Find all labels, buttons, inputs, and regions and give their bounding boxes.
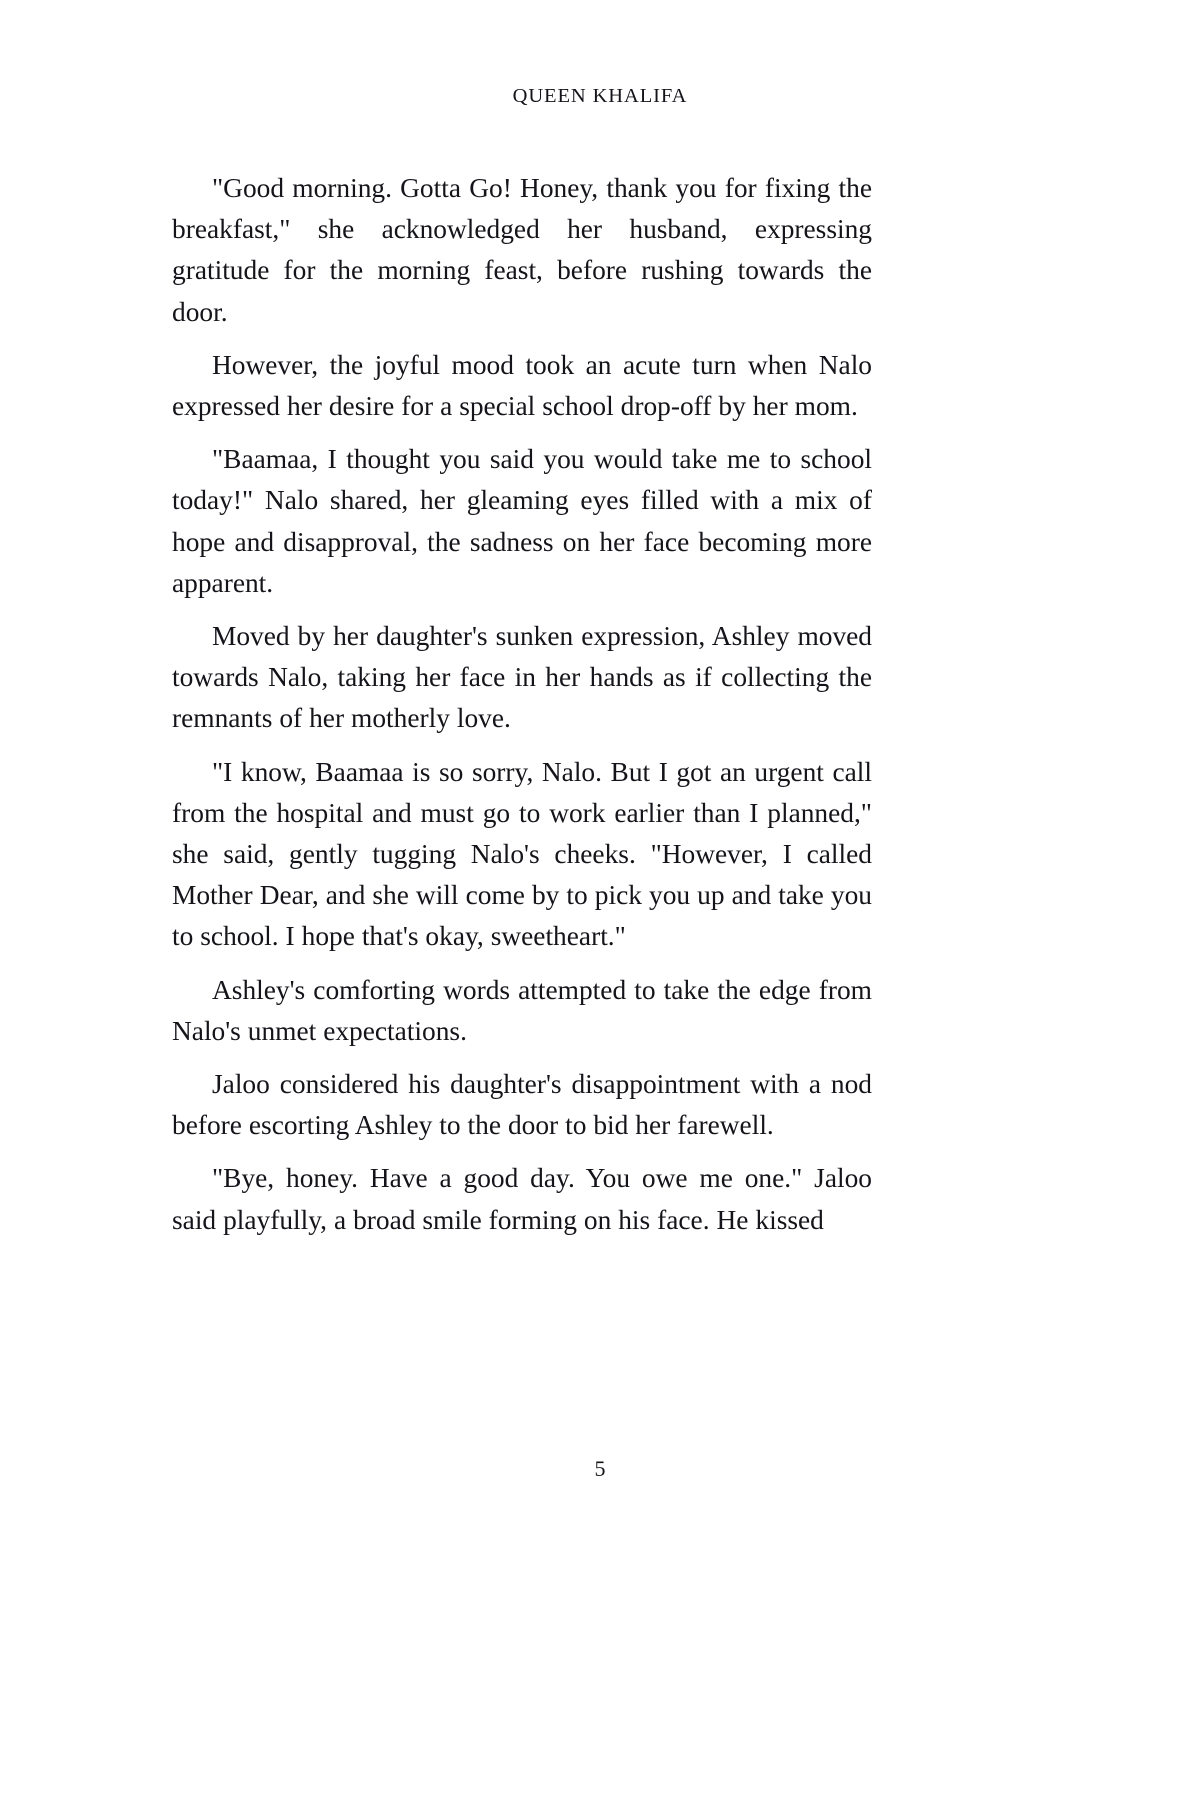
paragraph: "Bye, honey. Have a good day. You owe me one." Jaloo said playfully, a broad smile forming on his face. He kissed [172,1163,872,1235]
body-text-column [172,168,872,1241]
running-head: QUEEN KHALIFA [512,85,688,107]
paragraph: "I know, Baamaa is so sorry, Nalo. But I got an urgent call from the hospital and must go to work earlier than I planned," she said, gently tugging Nalo's cheeks. "However, I called Mother Dear, and she will come by to pick you up and take you to school. I hope that's okay, sweetheart." [172,756,872,952]
paragraph-gap [172,958,872,970]
paragraph: Moved by her daughter's sunken expression, Ashley moved towards Nalo, taking her face in her hands as if collecting the remnants of her motherly love. [172,621,872,734]
paragraph-gap [172,427,872,439]
page-number: 5 [594,1456,606,1481]
paragraph: "Good morning. Gotta Go! Honey, thank you for fixing the breakfast," she acknowledged her husband, expressing gratitude for the morning feast, before rushing towards the door. [172,173,872,327]
paragraph-gap [172,604,872,616]
paragraph-gap [172,333,872,345]
paragraph: However, the joyful mood took an acute turn when Nalo expressed her desire for a special school drop-off by her mom. [172,349,872,422]
paragraph: "Baamaa, I thought you said you would take me to school today!" Nalo shared, her gleaming eyes filled with a mix of hope and disapproval, the sadness on her face becoming more apparent. [172,444,872,598]
paragraph: Jaloo considered his daughter's disappointment with a nod before escorting Ashley to the door to bid her farewell. [172,1069,872,1141]
paragraph-gap [172,740,872,752]
paragraph: Ashley's comforting words attempted to take the edge from Nalo's unmet expectations. [172,974,872,1046]
paragraph-gap [172,1146,872,1158]
paragraph-gap [172,1052,872,1064]
